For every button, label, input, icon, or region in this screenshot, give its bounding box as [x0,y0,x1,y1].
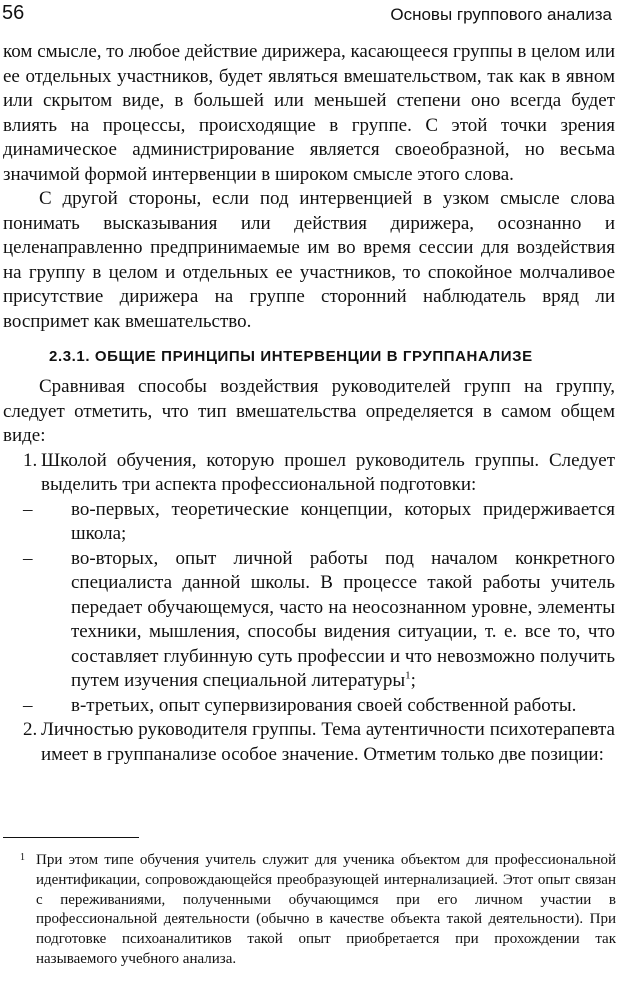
numbered-item [3,718,615,767]
page-body [3,40,615,767]
page-number: 56 [2,2,25,24]
footnote-text: При этом типе обучения учитель служит для ученика объектом для профессиональной идентификации, сопровождающейся преобразующей интернализацией. Этот опыт связан с переживаниями, полученными обучающимся при его личном участии в профессиональной деятельности (обычно в качестве объекта такой деятельности). При подготовке психоаналитиков такой опыт приобретается при прохождении так называемого учебного анализа. [36,852,616,967]
dash-item-end: ; [410,670,416,691]
footnote-reference: 1 [405,669,411,682]
dash-item [3,547,615,694]
dash-item-text: во-вторых, опыт личной работы под началом конкретного специалиста данной школы. В процессе такой работы учитель передает обучающемуся, часто на неосознанном уровне, элементы техники, мышления, способы видения ситуации, т. е. все то, что составляет глубинную суть профессии и что невозможно получить путем изучения специальной литературы [71,547,615,691]
dash-bullet: – [23,547,33,569]
dash-item-text: в-третьих, опыт супервизирования своей собственной работы. [71,694,577,716]
dash-item [3,498,615,547]
dash-item-text: во-первых, теоретические концепции, которых придерживается школа; [71,498,615,544]
section-heading: 2.3.1. ОБЩИЕ ПРИНЦИПЫ ИНТЕРВЕНЦИИ В ГРУППАНАЛИЗЕ [49,348,533,365]
page-header [2,2,612,28]
footnote-mark: 1 [20,852,25,863]
paragraph-continued: ком смысле, то любое действие дирижера, касающееся группы в целом или ее отдельных участников, будет являться вмешательством, так как в явном или скрытом виде, в большей или меньшей степени оно всегда будет влиять на процессы, происходящие в группе. С этой точки зрения динамическое администрирование является своеобразной, но весьма значимой формой интервенции в широком смысле этого слова. [3,41,615,185]
dash-bullet: – [23,498,33,520]
dash-item [3,694,615,719]
paragraph: С другой стороны, если под интервенцией в узком смысле слова понимать высказывания или действия дирижера, осознанно и целенаправленно предпринимаемые им во время сессии для воздействия на группу в целом и отдельных ее участников, то спокойное молчаливое присутствие дирижера на группе сторонний наблюдатель вряд ли воспримет как вмешательство. [3,188,615,332]
footnote [20,851,616,970]
running-head: Основы группового анализа [390,5,612,24]
footnote-divider [3,837,139,838]
paragraph: Сравнивая способы воздействия руководителей групп на группу, следует отметить, что тип вмешательства определяется в самом общем виде: [3,376,615,446]
item-number: 2. [23,719,38,740]
item-text: Школой обучения, которую прошел руководитель группы. Следует выделить три аспекта профессиональной подготовки: [41,449,615,495]
item-text: Личностью руководителя группы. Тема аутентичности психотерапевта имеет в группанализе особое значение. Отметим только две позиции: [41,719,615,765]
item-number: 1. [23,449,38,471]
dash-bullet: – [23,694,33,716]
numbered-item [3,449,615,498]
